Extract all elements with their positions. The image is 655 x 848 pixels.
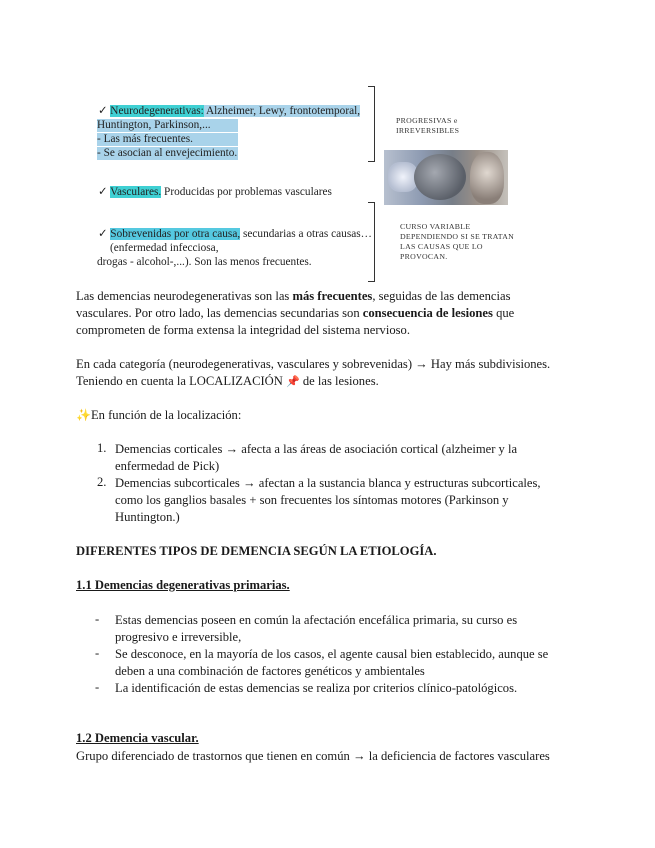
para1-line3: comprometen de forma extensa la integridad del sistema nervioso. <box>76 323 410 337</box>
check-icon: ✓ <box>98 186 108 198</box>
section1-item1-l2: progresivo e irreversible, <box>115 630 242 644</box>
slide-image <box>80 80 516 284</box>
section1-item2-l1: Se desconoce, en la mayoría de los casos, el agente causal bien establecido, aunque se <box>115 647 549 661</box>
bracket-top <box>368 86 375 162</box>
sparkles-icon: ✨ <box>76 408 91 422</box>
list-item-corticales-l2: enfermedad de Pick) <box>115 459 220 473</box>
slide-item-neurodegenerativas: ✓ Neurodegenerativas: Alzheimer, Lewy, frontotemporal, <box>98 105 361 117</box>
section1-item1-l1: Estas demencias poseen en común la afectación encefálica primaria, su curso es <box>115 613 518 627</box>
slide-item1-line2: Huntington, Parkinson,... <box>97 119 238 132</box>
section2-title: 1.2 Demencia vascular. <box>76 731 199 745</box>
section1-item2-l2: deben a una combinación de factores genéticos y ambientales <box>115 664 425 678</box>
list-dash: - <box>95 612 100 626</box>
brain-aging-photo <box>384 150 508 205</box>
list-dash: - <box>95 680 100 694</box>
slide-item3-line2: (enfermedad infecciosa, <box>110 242 219 254</box>
check-icon: ✓ <box>98 228 108 240</box>
list-dash: - <box>95 646 100 660</box>
pushpin-icon: 📌 <box>286 376 300 388</box>
para2-line2: Teniendo en cuenta la LOCALIZACIÓN 📌 de las lesiones. <box>76 374 379 388</box>
list-item-subcorticales-l2: como los ganglios basales + son frecuentes los síntomas motores (Parkinson y <box>115 493 509 507</box>
note-progresivas-1: PROGRESIVAS e <box>396 116 458 125</box>
section1-item3-l1: La identificación de estas demencias se realiza por criterios clínico-patológicos. <box>115 681 518 695</box>
note-curso-4: PROVOCAN. <box>400 252 448 261</box>
para3: ✨En función de la localización: <box>76 408 242 422</box>
list-item-subcorticales-l3: Huntington.) <box>115 510 180 524</box>
list-number: 2. <box>97 475 107 489</box>
list-number: 1. <box>97 441 107 455</box>
main-heading: DIFERENTES TIPOS DE DEMENCIA SEGÚN LA ETIOLOGÍA. <box>76 544 437 558</box>
note-progresivas-2: IRREVERSIBLES <box>396 126 460 135</box>
bracket-bottom <box>368 202 375 282</box>
note-curso-2: DEPENDIENDO SI SE TRATAN <box>400 232 515 241</box>
slide-item3-line3: drogas - alcohol-,...). Son las menos frecuentes. <box>97 256 312 268</box>
section1-title: 1.1 Demencias degenerativas primarias. <box>76 578 290 592</box>
slide-item1-line3: - Las más frecuentes. <box>97 133 238 146</box>
list-item-subcorticales-l1: Demencias subcorticales → afectan a la sustancia blanca y estructuras subcorticales, <box>115 476 541 490</box>
para2-line1: En cada categoría (neurodegenerativas, vasculares y sobrevenidas) → Hay más subdivisiones. <box>76 357 551 371</box>
note-curso-3: LAS CAUSAS QUE LO <box>400 242 483 251</box>
para1-line1: Las demencias neurodegenerativas son las más frecuentes, seguidas de las demencias <box>76 289 511 303</box>
check-icon: ✓ <box>98 105 108 117</box>
slide-item1-line4: - Se asocian al envejecimiento. <box>97 147 238 159</box>
note-curso-1: CURSO VARIABLE <box>400 222 471 231</box>
section2-text: Grupo diferenciado de trastornos que tienen en común → la deficiencia de factores vasculares <box>76 749 550 763</box>
para1-line2: vasculares. Por otro lado, las demencias secundarias son consecuencia de lesiones que <box>76 306 515 320</box>
list-item-corticales-l1: Demencias corticales → afecta a las áreas de asociación cortical (alzheimer y la <box>115 442 518 456</box>
slide-item-vasculares: ✓ Vasculares. Producidas por problemas vasculares <box>98 186 332 198</box>
slide-item-sobrevenidas: ✓ Sobrevenidas por otra causa, secundarias a otras causas… <box>98 228 372 240</box>
